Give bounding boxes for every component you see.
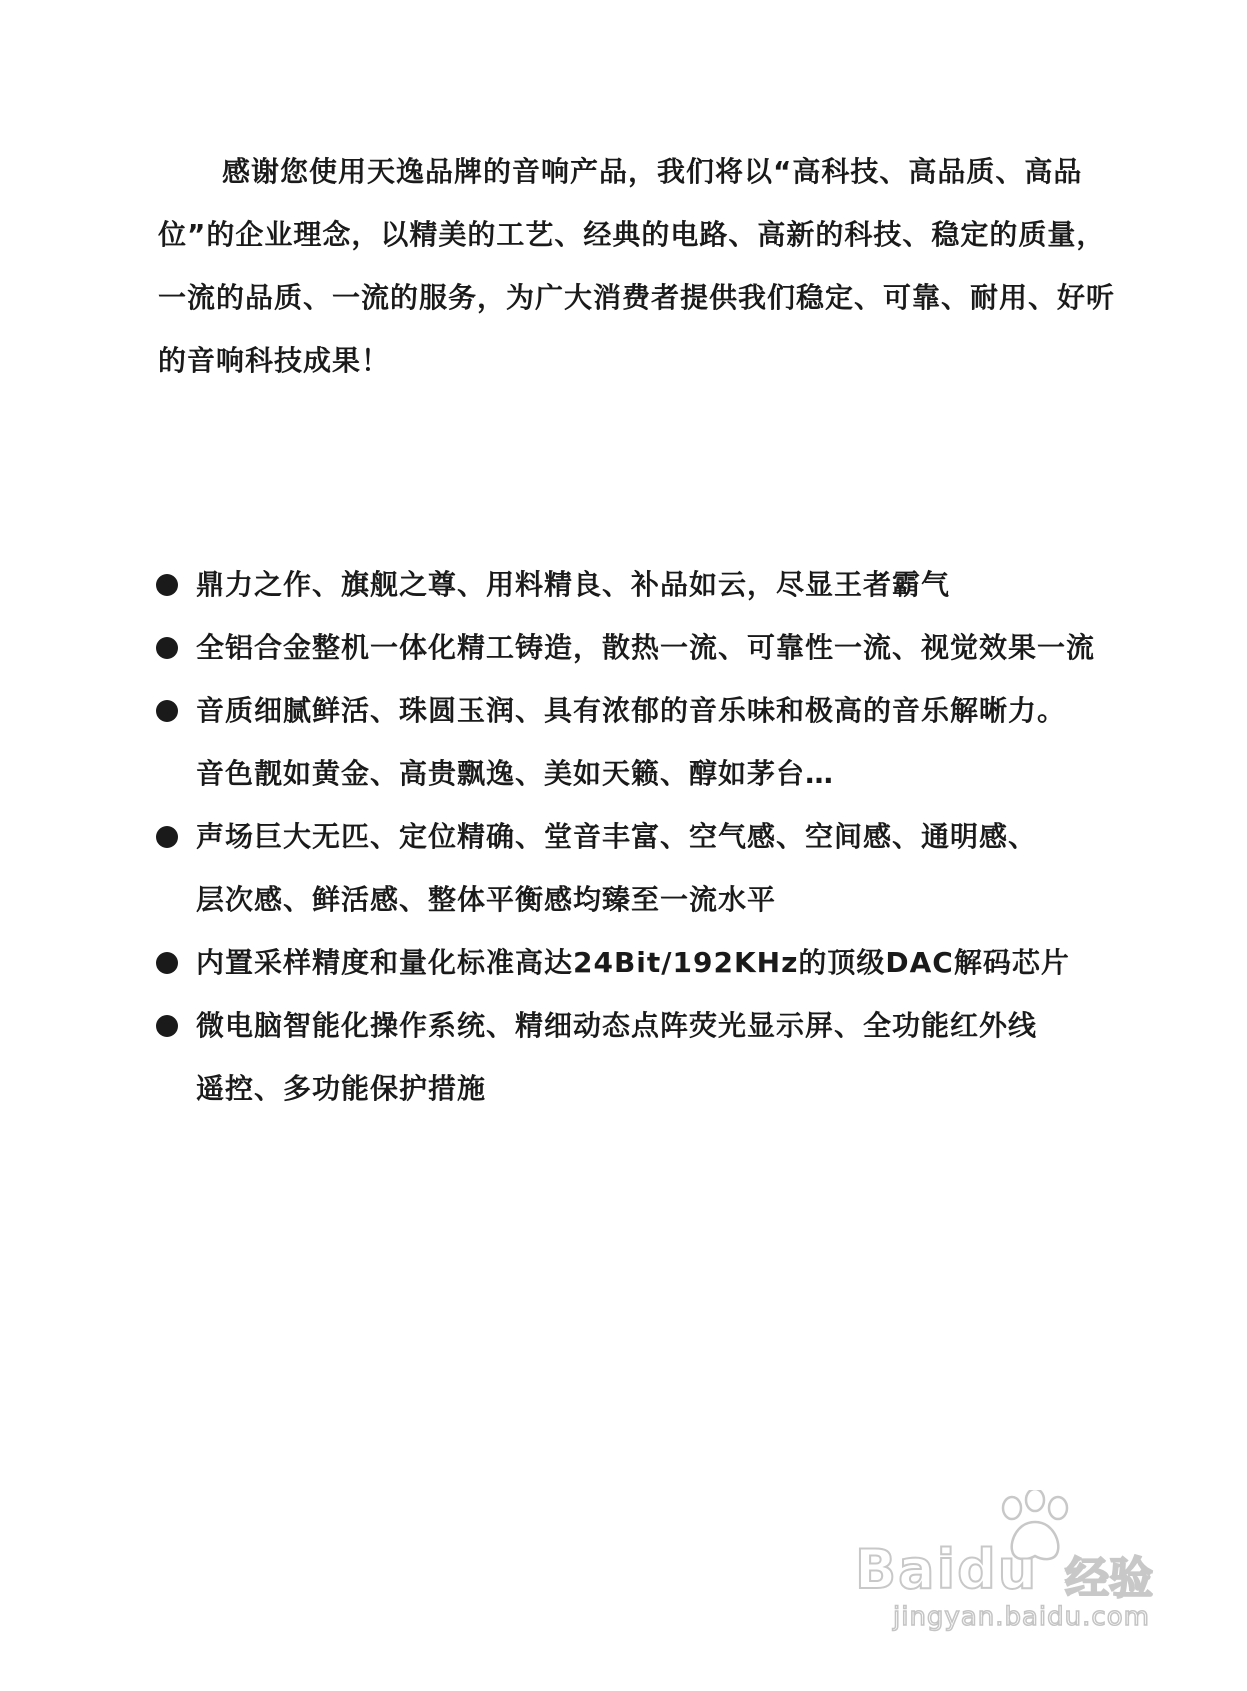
feature-line: 遥控、多功能保护措施 [196, 1072, 487, 1105]
bullet-icon [156, 574, 178, 596]
feature-item [156, 994, 1146, 1120]
feature-line: 内置采样精度和量化标准高达24Bit/192KHz的顶级DAC解码芯片 [196, 946, 1070, 979]
bullet-icon [156, 826, 178, 848]
feature-line: 层次感、鲜活感、整体平衡感均臻至一流水平 [196, 883, 777, 916]
feature-item [156, 616, 1146, 679]
feature-item [156, 805, 1146, 931]
feature-line: 音色靓如黄金、高贵飘逸、美如天籁、醇如茅台… [196, 757, 835, 790]
feature-line: 鼎力之作、旗舰之尊、用料精良、补品如云，尽显王者霸气 [196, 568, 951, 601]
feature-line: 音质细腻鲜活、珠圆玉润、具有浓郁的音乐味和极高的音乐解晰力。 [196, 694, 1067, 727]
watermark-cn: 经验 [1065, 1553, 1153, 1604]
feature-item [156, 679, 1146, 805]
bullet-icon [156, 700, 178, 722]
feature-line: 微电脑智能化操作系统、精细动态点阵荧光显示屏、全功能红外线 [196, 1009, 1038, 1042]
watermark-brand: Baidu [855, 1538, 1039, 1601]
feature-item [156, 931, 1146, 994]
feature-line: 声场巨大无匹、定位精确、堂音丰富、空气感、空间感、通明感、 [196, 820, 1038, 853]
bullet-icon [156, 952, 178, 974]
feature-list [156, 553, 1146, 1120]
intro-paragraph: 感谢您使用天逸品牌的音响产品，我们将以“高科技、高品质、高品位”的企业理念，以精美的工艺、经典的电路、高新的科技、稳定的质量，一流的品质、一流的服务，为广大消费者提供我们稳定、可靠、耐用、好听的音响科技成果！ [158, 155, 1116, 377]
feature-line: 全铝合金整机一体化精工铸造，散热一流、可靠性一流、视觉效果一流 [196, 631, 1096, 664]
bullet-icon [156, 1015, 178, 1037]
watermark-url: jingyan.baidu.com [893, 1602, 1150, 1632]
bullet-icon [156, 637, 178, 659]
baidu-jingyan-watermark [855, 1490, 1185, 1630]
feature-item [156, 553, 1146, 616]
